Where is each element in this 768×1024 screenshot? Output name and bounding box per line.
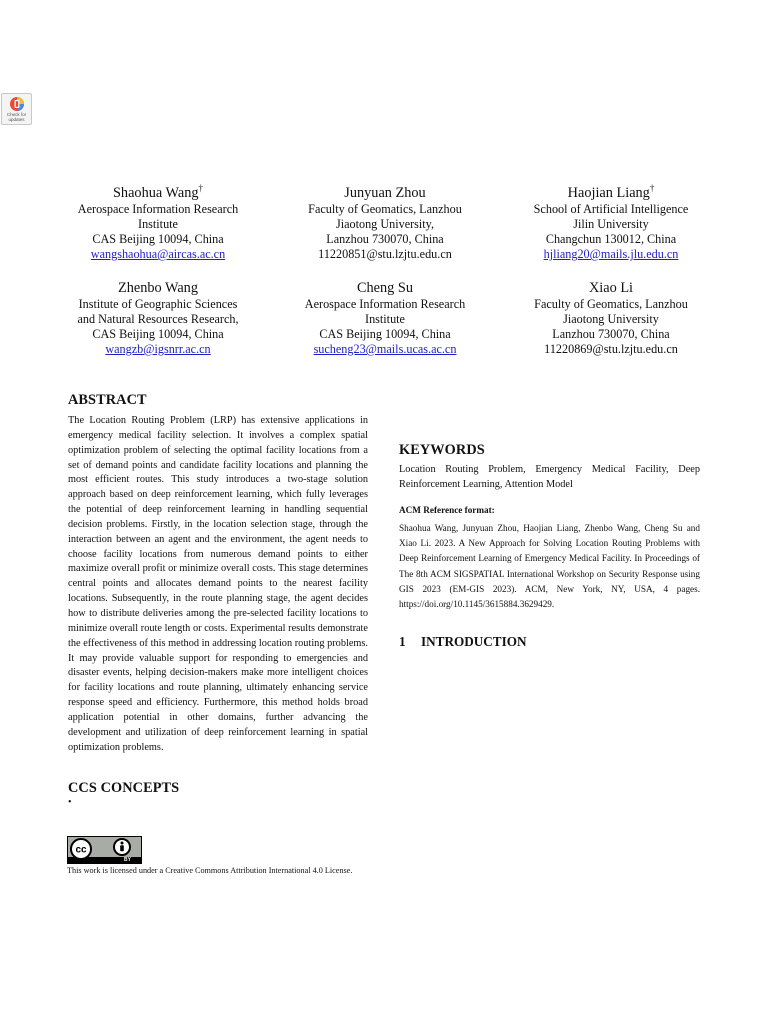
author-affiliation: Faculty of Geomatics, Lanzhou [534,297,688,311]
keywords-body: Location Routing Problem, Emergency Medical Facility, Deep Reinforcement Learning, Attention Model [399,464,700,490]
author-affiliation: Faculty of Geomatics, Lanzhou [308,202,462,216]
license-text: This work is licensed under a Creative Commons Attribution International 4.0 License. [67,866,353,875]
author-affiliation: Lanzhou 730070, China [326,232,444,246]
acm-reference-heading: ACM Reference format: [399,505,495,515]
author-affiliation: CAS Beijing 10094, China [319,327,451,341]
author-block [270,185,500,262]
ccs-concepts-heading: CCS CONCEPTS [68,780,180,796]
author-affiliation: CAS Beijing 10094, China [92,232,224,246]
author-affiliation: and Natural Resources Research, [77,312,239,326]
author-affiliation: Aerospace Information Research [77,202,239,216]
author-email: 11220869@stu.lzjtu.edu.cn [544,342,678,356]
author-affiliation: Institute [138,217,178,231]
acm-reference-body: Shaohua Wang, Junyuan Zhou, Haojian Liang, Zhenbo Wang, Cheng Su and Xiao Li. 2023. A New Approach for Solving Location Routing Problems with Deep Reinforcement Learning of Emergency Medical Facility. In Proceedings of The 8th ACM SIGSPATIAL International Workshop on Security Response using GIS 2023 (EM-GIS 2023). ACM, New York, NY, USA, 4 pages. https://doi.org/10.1145/3615884.3629429. [399,523,700,610]
check-for-updates-badge[interactable] [1,93,32,125]
author-name: Junyuan Zhou [344,185,426,201]
author-email-link[interactable]: sucheng23@mails.ucas.ac.cn [313,342,457,356]
svg-text:cc: cc [75,844,87,856]
author-block [270,280,500,357]
author-affiliation: Jilin University [573,217,649,231]
author-name: Shaohua Wang† [112,183,204,201]
author-block [43,280,273,357]
author-affiliation: Aerospace Information Research [304,297,466,311]
author-affiliation: Jiaotong University [563,312,659,326]
section-number: 1 [399,634,406,649]
cc-by-license-badge[interactable] [67,836,142,864]
author-block [43,185,273,262]
cc-by-label: BY [124,857,131,863]
author-affiliation: Changchun 130012, China [545,232,677,246]
section-title: INTRODUCTION [421,634,527,649]
introduction-heading [399,633,527,650]
keywords-heading: KEYWORDS [399,442,485,458]
author-name: Cheng Su [356,280,413,296]
author-affiliation: School of Artificial Intelligence [533,202,689,216]
ccs-bullet: • [68,797,72,808]
author-email-link[interactable]: hjliang20@mails.jlu.edu.cn [543,247,679,261]
author-email-link[interactable]: wangshaohua@aircas.ac.cn [90,247,226,261]
author-name: Zhenbo Wang [118,280,198,296]
abstract-body: The Location Routing Problem (LRP) has extensive applications in emergency medical facility selection. It involves a complex spatial optimization problem of selecting the optimal facility locations from a set of demand points and candidate facility locations and planning the most efficient routes. This study introduces a two-stage solution approach based on deep reinforcement learning, which fully leverages the potential of deep reinforcement learning in handling sequential decision problems. Firstly, in the location selection stage, through the interaction between an agent and the environment, the agent needs to choose facility locations from numerous demand points to either maximize overall profit or minimize overall costs. This stage determines central points and allocates demand points to the nearest facility locations. Subsequently, in the route planning stage, the agent decides how to distribute deliveries among the pre-selected facility locations to minimize overall route length or costs. Experimental results demonstrate the effectiveness of this method in addressing location routing problems. It may provide valuable support for responding to emergencies and disaster events, helping decision-makers make more intelligent choices for facility locations and route planning, ultimately enhancing service response speed and efficiency. Furthermore, this method holds broad application potential in other domains, further advancing the development and utilization of deep reinforcement learning in spatial optimization problems. [68,415,368,753]
abstract-heading: ABSTRACT [68,392,147,408]
author-affiliation: CAS Beijing 10094, China [92,327,224,341]
author-affiliation: Lanzhou 730070, China [552,327,670,341]
author-affiliation: Institute [365,312,405,326]
author-block [496,280,726,357]
author-block [496,185,726,262]
author-email: 11220851@stu.lzjtu.edu.cn [318,247,452,261]
author-name: Xiao Li [588,280,634,296]
author-email-link[interactable]: wangzb@igsnrr.ac.cn [105,342,211,356]
crossmark-icon [9,96,25,112]
author-affiliation: Institute of Geographic Sciences [78,297,238,311]
author-affiliation: Jiaotong University, [335,217,435,231]
author-name: Haojian Liang† [567,183,655,201]
badge-label: Check for updates [6,112,27,122]
